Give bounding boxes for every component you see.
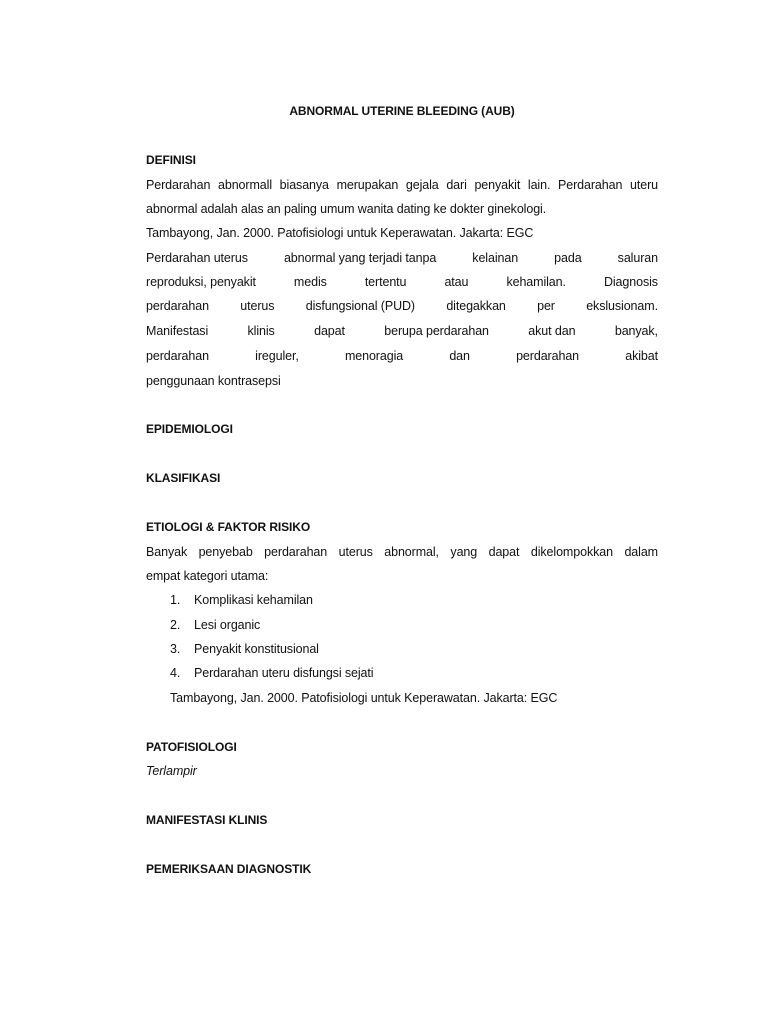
list-item-number: 2. (170, 618, 181, 632)
word: Diagnosis (603, 275, 658, 289)
word: tertentu (364, 275, 407, 289)
patofisiologi-note: Terlampir (146, 764, 197, 778)
word: ditegakkan (446, 299, 506, 313)
definisi-para2-line3 (146, 299, 658, 313)
word: kehamilan. (506, 275, 566, 289)
word: menoragia (344, 349, 404, 363)
word: atau (444, 275, 469, 289)
word: perdarahan (146, 349, 209, 363)
definisi-para1-line2: abnormal adalah alas an paling umum wanita dating ke dokter ginekologi. (146, 202, 547, 216)
word: perdarahan (516, 349, 580, 363)
definisi-para2-line5 (146, 349, 658, 363)
heading-epidemiologi: EPIDEMIOLOGI (146, 422, 233, 436)
heading-etiologi: ETIOLOGI & FAKTOR RISIKO (146, 520, 311, 534)
definisi-para2-line6: penggunaan kontrasepsi (146, 374, 281, 388)
word: Perdarahan uterus (146, 251, 248, 265)
word: reproduksi, penyakit (146, 275, 256, 289)
word: dan (449, 349, 470, 363)
definisi-para2-line4 (146, 324, 658, 338)
word: per (537, 299, 555, 313)
definisi-para2-line2 (146, 275, 658, 289)
heading-pemeriksaan-diagnostik: PEMERIKSAAN DIAGNOSTIK (146, 862, 312, 876)
list-item-number: 3. (170, 642, 181, 656)
definisi-para1-line1 (146, 178, 658, 192)
definisi-para1-line1-text: Perdarahan abnormall biasanya merupakan gejala dari penyakit lain. Perdarahan uteru (146, 178, 658, 192)
word: akibat (625, 349, 658, 363)
list-item-text: Penyakit konstitusional (194, 642, 319, 656)
etiologi-intro-line1 (146, 545, 658, 559)
list-item-text: Komplikasi kehamilan (194, 593, 313, 607)
word: medis (293, 275, 327, 289)
word: Manifestasi (146, 324, 209, 338)
etiologi-intro-line2: empat kategori utama: (146, 569, 269, 583)
list-item-text: Perdarahan uteru disfungsi sejati (194, 666, 374, 680)
etiologi-citation: Tambayong, Jan. 2000. Patofisiologi untuk Keperawatan. Jakarta: EGC (170, 691, 558, 705)
word: uterus (240, 299, 275, 313)
word: banyak, (614, 324, 658, 338)
heading-patofisiologi: PATOFISIOLOGI (146, 740, 237, 754)
etiologi-intro-line1-text: Banyak penyebab perdarahan uterus abnormal, yang dapat dikelompokkan dalam (146, 545, 658, 559)
word: disfungsional (PUD) (305, 299, 415, 313)
word: dapat (314, 324, 345, 338)
word: ekslusionam. (586, 299, 658, 313)
heading-manifestasi-klinis: MANIFESTASI KLINIS (146, 813, 268, 827)
word: ireguler, (255, 349, 299, 363)
definisi-para2-line1 (146, 251, 658, 265)
word: saluran (617, 251, 658, 265)
heading-klasifikasi: KLASIFIKASI (146, 471, 221, 485)
document-title: ABNORMAL UTERINE BLEEDING (AUB) (289, 104, 515, 118)
heading-definisi: DEFINISI (146, 153, 196, 167)
definisi-citation: Tambayong, Jan. 2000. Patofisiologi untuk Keperawatan. Jakarta: EGC (146, 226, 534, 240)
word: akut dan (528, 324, 576, 338)
word: pada (554, 251, 582, 265)
word: perdarahan (146, 299, 209, 313)
list-item-number: 4. (170, 666, 181, 680)
word: klinis (247, 324, 275, 338)
word: berupa perdarahan (384, 324, 489, 338)
list-item-text: Lesi organic (194, 618, 261, 632)
word: kelainan (472, 251, 519, 265)
word: abnormal yang terjadi tanpa (283, 251, 437, 265)
list-item-number: 1. (170, 593, 181, 607)
